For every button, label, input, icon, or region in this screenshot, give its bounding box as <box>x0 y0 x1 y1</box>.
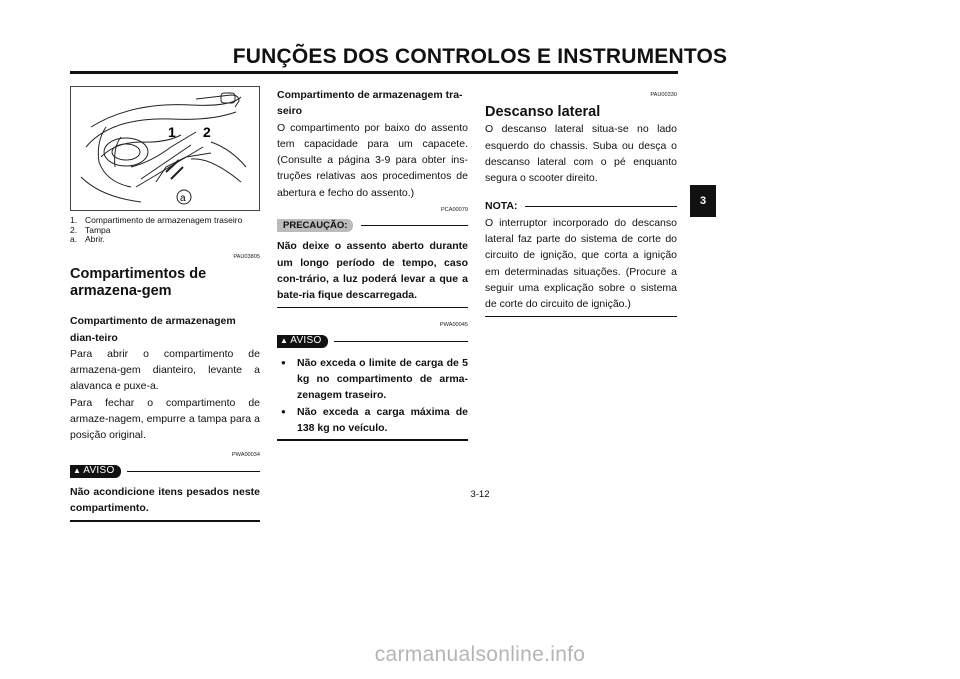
watermark: carmanualsonline.info <box>374 643 586 666</box>
warning-badge: ▲ AVISO <box>70 465 121 478</box>
caution-badge: PRECAUÇÃO: <box>277 219 353 232</box>
note-header <box>485 198 677 214</box>
subsection-heading: Compartimento de armazenagem dian-teiro <box>70 315 236 344</box>
list-item: ● Não exceda o limite de carga de 5 kg no compartimento de arma-zenagem traseiro. <box>277 355 468 404</box>
paragraph: Para abrir o compartimento de armazena-gem dianteiro, levante a alavanca e puxe-a. <box>70 347 260 393</box>
divider <box>277 439 468 441</box>
figure-label-1: 1 <box>168 124 176 140</box>
reference-code: PWA00034 <box>231 451 260 458</box>
note-label: NOTA: <box>485 200 518 213</box>
figure-label-a: a <box>180 193 186 204</box>
scooter-illustration <box>71 87 259 210</box>
divider <box>334 341 468 342</box>
page-number: 3-12 <box>470 489 490 500</box>
warning-text: Não acondicione itens pesados neste compartimento. <box>70 485 260 515</box>
caption-item: a. Abrir. <box>70 234 105 245</box>
warning-triangle-icon: ▲ <box>280 336 289 346</box>
caution-text: Não deixe o assento aberto durante um longo período de tempo, caso con-trário, a luz poderá levar a que a bate-ria fique descarregada. <box>277 240 468 302</box>
header-rule <box>70 71 678 74</box>
reference-code: PAU00330 <box>650 92 677 98</box>
subsection-heading: Compartimento de armazenagem tra-seiro <box>277 89 463 118</box>
paragraph: Para fechar o compartimento de armaze-nagem, empurre a tampa para a posição original. <box>70 396 260 442</box>
divider <box>277 307 468 308</box>
caption-item: 1. Compartimento de armazenagem traseiro <box>70 215 243 225</box>
paragraph: O compartimento por baixo do assento tem capacidade para um capacete. (Consulte a página 3-9 para obter ins-truções relativas aos procedimentos de abertura e fecho do assento.) <box>277 121 468 199</box>
reference-code: PAU03805 <box>233 254 260 260</box>
column-3 <box>485 87 677 317</box>
section-heading: Compartimentos de armazena-gem <box>70 266 207 300</box>
divider <box>525 206 677 207</box>
divider <box>127 471 260 472</box>
caption-item: 2. Tampa <box>70 224 111 235</box>
divider <box>485 316 677 317</box>
chapter-tab: 3 <box>690 185 716 217</box>
note-text: O interruptor incorporado do descanso lateral faz parte do sistema de corte do circuito de ignição, que corta a ignição em determinadas situações. (Procure a seguir uma explicação sobre o sistema de corte do circuito de ignição.) <box>485 216 677 311</box>
list-item: ● Não exceda a carga máxima de 138 kg no veículo. <box>277 404 468 437</box>
paragraph: O descanso lateral situa-se no lado esquerdo do chassis. Suba ou desça o descanso lateral com o pé enquanto segura o scooter direito. <box>485 123 677 185</box>
warning-list <box>277 355 468 436</box>
caution-header <box>277 219 468 232</box>
divider <box>361 225 468 226</box>
section-heading: Descanso lateral <box>485 104 601 121</box>
reference-code: PCA00079 <box>440 207 468 214</box>
divider <box>70 520 260 522</box>
figure-label-2: 2 <box>203 124 211 140</box>
figure-caption <box>70 216 260 245</box>
page-title: FUNÇÕES DOS CONTROLOS E INSTRUMENTOS <box>232 45 728 68</box>
warning-header <box>277 335 468 348</box>
reference-code: PWA00045 <box>439 321 468 328</box>
column-2 <box>277 87 468 441</box>
storage-compartment-illustration <box>70 86 260 211</box>
warning-badge: ▲ AVISO <box>277 335 328 348</box>
warning-triangle-icon: ▲ <box>73 466 82 476</box>
warning-header <box>70 465 260 478</box>
column-1 <box>70 249 260 522</box>
